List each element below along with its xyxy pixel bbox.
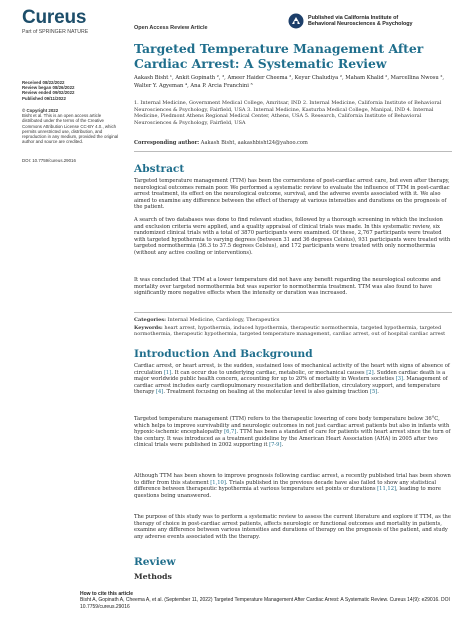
keywords-line: [134, 325, 452, 338]
review-ended-date: Review ended 09/02/2022: [22, 90, 75, 96]
citation-link[interactable]: [1]: [163, 369, 172, 376]
license-text: Bisht et al. This is an open access article distributed under the terms of the Creative Commons Attribution License CC-BY 4.0., which permits unrestricted use, distribution, and reproduction in any medium, provided the original author and source are credited.: [22, 113, 119, 145]
citation-link[interactable]: [7-9]: [269, 442, 282, 449]
abstract-heading: Abstract: [134, 163, 185, 175]
corresponding-email[interactable]: Aakash Bisht, aakashbisht24@yahoo.com: [200, 140, 308, 146]
affiliations: 1. Internal Medicine, Government Medical College, Amritsar, IND 2. Internal Medicine, California Institute of Behavioral Neurosciences & Psychology, Fairfield, USA 3. Internal Medicine, Kasturba Medical College, Manipal, IND 4. Internal Medicine, Piedmont Athens Regional Medical Center, Athens, USA 5. Research, California Institute of Behavioral Neurosciences & Psychology, Fairfield, USA: [134, 100, 442, 126]
logo-wordmark: Cureus: [22, 7, 87, 28]
citation-link[interactable]: [6,7]: [224, 429, 237, 436]
author-list: Aakash Bisht ¹, Ankit Gopinath ², ³, Ameer Haider Cheema ², Keyur Chaludiya ², Maham Khalid ², Marcellina Nwosu ², Walter Y. Agyeman ⁴, Ana P. Arcia Franchini ⁵: [134, 75, 445, 89]
divider: [134, 151, 452, 152]
intro-heading: Introduction And Background: [134, 348, 313, 360]
received-date: Received 08/22/2022: [22, 80, 65, 85]
categories-label: Categories:: [134, 317, 166, 323]
intro-paragraph-3: Although TTM has been shown to improve prognosis following cardiac arrest, a recently published trial has been shown to differ from this statement [1,10]. Trials published in the previous decade have also failed to show any statistical difference between therapeutic hypothermia at various temperature set points or durations [11,12], leading to more questions being unanswered.: [134, 473, 451, 499]
institute-seal-icon: [288, 13, 304, 29]
categories-line: [134, 317, 452, 323]
article-type-label: Open Access Review Article: [134, 25, 208, 31]
corresponding-author: [134, 140, 308, 146]
methods-heading: Methods: [134, 572, 172, 581]
how-to-cite-text: Bisht A, Gopinath A, Cheema A, et al. (September 11, 2022) Targeted Temperature Management After Cardiac Arrest: A Systematic Review. Cureus 14(9): e29016. DOI 10.7759/cureus.29016: [80, 597, 450, 610]
intro-paragraph-4: The purpose of this study was to perform a systematic review to assess the current literature and explore if TTM, as the therapy of choice in post-cardiac arrest patients, affects neurologic or functional outcomes and mortality in patients, examine any difference between various intensities and durations of therapy on the prognosis of the patient, and study any adverse events associated with the therapy.: [134, 514, 451, 540]
citation-link[interactable]: [1,10]: [210, 479, 226, 486]
sidebar-license: [22, 108, 120, 144]
publisher-block: [288, 13, 413, 29]
abstract-paragraph-2: A search of two databases was done to find relevant studies, followed by a thorough screening in which the inclusion and exclusion criteria were applied, and a quality appraisal of clinical trials was made. In this systematic review, six randomized clinical trials with a total of 3870 participants were examined. Of these, 2,767 participants were treated with targeted hypothermia to varying degrees (between 31 and 36 degrees Celsius), 931 participants were treated with targeted normothermia (36.3 to 37.5 degrees Celsius), and 172 participants were treated with only normothermia (without any active cooling or interventions).: [134, 217, 451, 256]
doi-line: DOI: 10.7759/cureus.29016: [22, 158, 76, 163]
keywords-value[interactable]: heart arrest, hypothermia, induced hypothermia, therapeutic normothermia, targeted hypothermia, targeted normothermia, therapeutic hypothermia, targeted temperature management, cardiac arrest, out of hospital cardiac arrest: [134, 325, 446, 338]
abstract-paragraph-3: It was concluded that TTM at a lower temperature did not have any benefit regarding the neurological outcome and mortality over targeted normothermia but was superior to normothermia treatment. TTM was also found to have significantly more negative effects when the intensity or duration was increased.: [134, 277, 441, 297]
publisher-text: [308, 15, 413, 28]
article-title: Targeted Temperature Management After Cardiac Arrest: A Systematic Review: [134, 41, 424, 71]
divider: [134, 312, 452, 313]
copyright-line: © Copyright 2022: [22, 108, 59, 113]
citation-link[interactable]: [2]: [366, 369, 374, 376]
corresponding-label: Corresponding author:: [134, 140, 200, 146]
review-began-date: Review began 08/26/2022: [22, 85, 75, 91]
abstract-paragraph-1: Targeted temperature management (TTM) has been the cornerstone of post-cardiac arrest care, but even after therapy, neurological outcomes remain poor. We performed a systematic review to evaluate the influence of TTM in post-cardiac arrest treatment, its effect on the neurological outcome, survival, and the adverse events associated with it. We also aimed to examine any difference between the effect of therapy at various intensities and durations on the prognosis of the patient.: [134, 178, 450, 211]
citation-link[interactable]: [5]: [369, 389, 378, 396]
how-to-cite-title: How to cite this article: [80, 591, 134, 597]
keywords-label: Keywords:: [134, 325, 163, 331]
logo-subtitle: Part of SPRINGER NATURE: [22, 29, 89, 35]
cureus-logo: [22, 8, 88, 35]
publisher-line-2: Behavioral Neurosciences & Psychology: [308, 21, 413, 27]
citation-link[interactable]: [4]: [155, 389, 164, 396]
intro-paragraph-2: Targeted temperature management (TTM) refers to the therapeutic lowering of core body temperature below 36°C, which helps to improve survivability and neurologic outcomes in not just cardiac arrest patients but also in infants with hypoxic-ischemic encephalopathy [6,7]. TTM has been a standard of care for patients with heart arrest since the turn of the century. It was introduced as a treatment guideline by the American Heart Association (AHA) in 2005 after two clinical trials were published in 2002 supporting it [7-9].: [134, 416, 451, 449]
sidebar-dates: [22, 80, 120, 101]
how-to-cite: [80, 591, 460, 610]
citation-link[interactable]: [11,12]: [377, 486, 397, 493]
categories-value[interactable]: Internal Medicine, Cardiology, Therapeutics: [167, 317, 280, 323]
published-date: Published 09/11/2022: [22, 95, 66, 101]
review-heading: Review: [134, 556, 176, 568]
citation-link[interactable]: [3]: [395, 376, 404, 383]
intro-paragraph-1: Cardiac arrest, or heart arrest, is the sudden, sustained loss of mechanical activity of the heart with signs of absence of circulation [1]. It can occur due to underlying cardiac, metabolic, or mechanical causes [2]. Sudden cardiac death is a major worldwide public health concern, accounting for up to 20% of mortality in Western societies [3]. Management of cardiac arrest includes early cardiopulmonary resuscitation and defibrillation, circulatory support, and temperature therapy [4]. Treatment focusing on healing at the molecular level is also gaining traction [5].: [134, 363, 450, 396]
publisher-line-1: Published via California Institute of: [308, 14, 399, 21]
